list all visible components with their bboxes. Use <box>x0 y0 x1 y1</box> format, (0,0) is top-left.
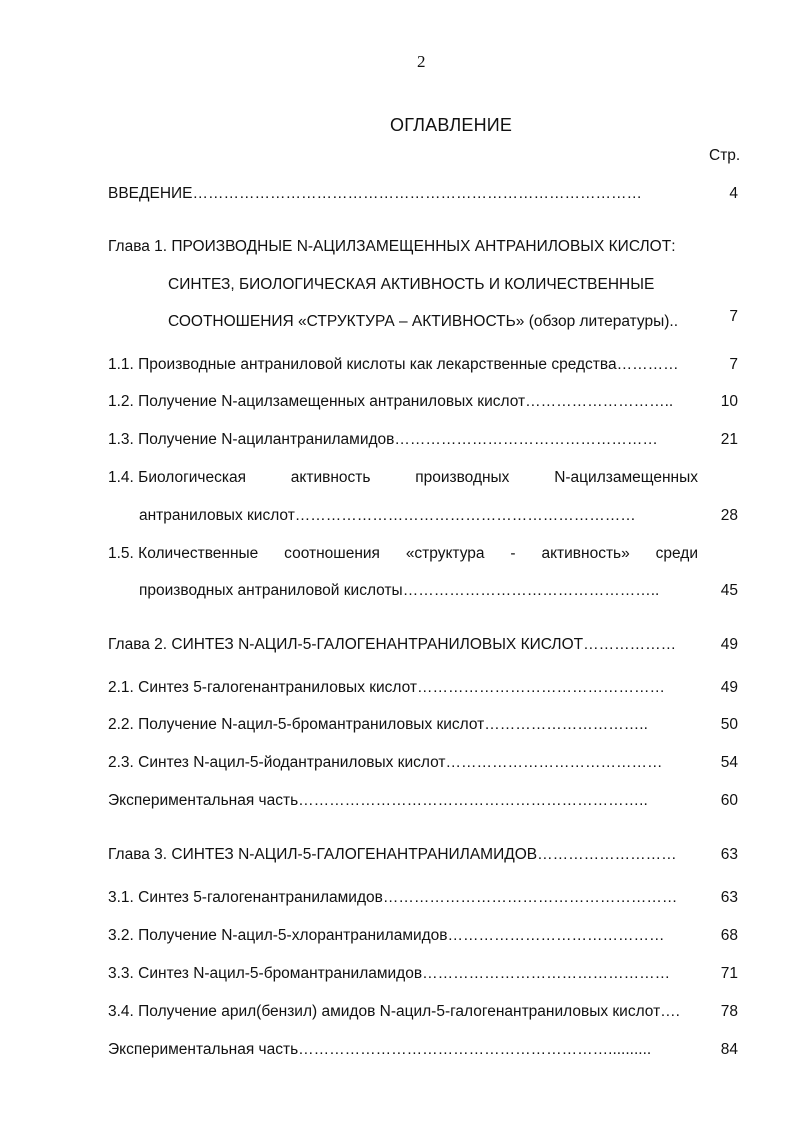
toc-entry-chapter-2[interactable]: Глава 2. СИНТЕЗ N-АЦИЛ-5-ГАЛОГЕНАНТРАНИЛОВЫХ КИСЛОТ……………… <box>108 636 677 653</box>
toc-word: 1.4. Биологическая <box>108 469 247 486</box>
toc-word: N-ацилзамещенных <box>554 469 698 486</box>
toc-page-3-3: 71 <box>720 965 738 982</box>
toc-word: активность <box>290 469 371 486</box>
toc-page-intro: 4 <box>729 185 738 202</box>
toc-word: производных <box>415 469 510 486</box>
toc-entry-1-1[interactable]: 1.1. Производные антраниловой кислоты как лекарственные средства………… <box>108 356 679 373</box>
toc-page-chapter-1: 7 <box>729 308 738 325</box>
toc-page-2-3: 54 <box>720 754 738 771</box>
toc-page-1-2: 10 <box>720 393 738 410</box>
toc-entry-3-4[interactable]: 3.4. Получение арил(бензил) амидов N-ацил-5-галогенантраниловых кислот…. <box>108 1003 680 1020</box>
toc-entry-chapter-1-line-2: СИНТЕЗ, БИОЛОГИЧЕСКАЯ АКТИВНОСТЬ И КОЛИЧЕСТВЕННЫЕ <box>168 276 655 293</box>
toc-page-experimental-3: 84 <box>720 1041 738 1058</box>
toc-page-3-4: 78 <box>720 1003 738 1020</box>
toc-entry-experimental-2[interactable]: Экспериментальная часть………………………………………………………….. <box>108 792 648 809</box>
page-column-header: Стр. <box>709 147 741 164</box>
toc-entry-3-2[interactable]: 3.2. Получение N-ацил-5-хлорантраниламидов…………………………………… <box>108 927 665 944</box>
toc-entry-chapter-1[interactable]: Глава 1. ПРОИЗВОДНЫЕ N-АЦИЛЗАМЕЩЕННЫХ АНТРАНИЛОВЫХ КИСЛОТ: <box>108 238 676 255</box>
page-number: 2 <box>417 52 426 71</box>
toc-page-3-1: 63 <box>720 889 738 906</box>
toc-word: среди <box>655 545 698 562</box>
toc-entry-2-2[interactable]: 2.2. Получение N-ацил-5-бромантраниловых кислот………………………….. <box>108 716 648 733</box>
toc-word: активность» <box>541 545 630 562</box>
toc-title: ОГЛАВЛЕНИЕ <box>390 115 513 135</box>
toc-entry-1-4-line-2: антраниловых кислот………………………………………………………… <box>139 507 636 524</box>
toc-entry-chapter-3[interactable]: Глава 3. СИНТЕЗ N-АЦИЛ-5-ГАЛОГЕНАНТРАНИЛАМИДОВ……………………… <box>108 846 677 863</box>
toc-page-1-3: 21 <box>720 431 738 448</box>
toc-entry-3-1[interactable]: 3.1. Синтез 5-галогенантраниламидов………………………………………………… <box>108 889 678 906</box>
toc-entry-1-4[interactable] <box>108 469 698 487</box>
toc-entry-1-3[interactable]: 1.3. Получение N-ацилантраниламидов…………………………………………… <box>108 431 658 448</box>
toc-entry-1-2[interactable]: 1.2. Получение N-ацилзамещенных антраниловых кислот……………………….. <box>108 393 674 410</box>
toc-entry-experimental-3[interactable]: Экспериментальная часть…………………………………………………….......... <box>108 1041 652 1058</box>
toc-page-chapter-3: 63 <box>720 846 738 863</box>
toc-page-1-5: 45 <box>720 582 738 599</box>
toc-page-3-2: 68 <box>720 927 738 944</box>
toc-word: 1.5. Количественные <box>108 545 259 562</box>
toc-page-2-2: 50 <box>720 716 738 733</box>
toc-page-chapter-2: 49 <box>720 636 738 653</box>
toc-page-experimental-2: 60 <box>720 792 738 809</box>
toc-entry-1-5[interactable] <box>108 545 698 563</box>
toc-entry-intro[interactable]: ВВЕДЕНИЕ…………………………………………………………………………… <box>108 185 643 202</box>
toc-entry-2-1[interactable]: 2.1. Синтез 5-галогенантраниловых кислот………………………………………… <box>108 679 666 696</box>
toc-page-1-4: 28 <box>720 507 738 524</box>
toc-word: - <box>510 545 516 562</box>
toc-entry-2-3[interactable]: 2.3. Синтез N-ацил-5-йодантраниловых кислот…………………………………… <box>108 754 663 771</box>
toc-entry-1-5-line-2: производных антраниловой кислоты………………………………………….. <box>139 582 660 599</box>
toc-word: соотношения <box>284 545 380 562</box>
toc-entry-3-3[interactable]: 3.3. Синтез N-ацил-5-бромантраниламидов………………………………………… <box>108 965 671 982</box>
toc-page-2-1: 49 <box>720 679 738 696</box>
toc-entry-chapter-1-line-3: СООТНОШЕНИЯ «СТРУКТУРА – АКТИВНОСТЬ» (обзор литературы).. <box>168 313 679 330</box>
toc-page-1-1: 7 <box>729 356 738 373</box>
toc-word: «структура <box>405 545 485 562</box>
